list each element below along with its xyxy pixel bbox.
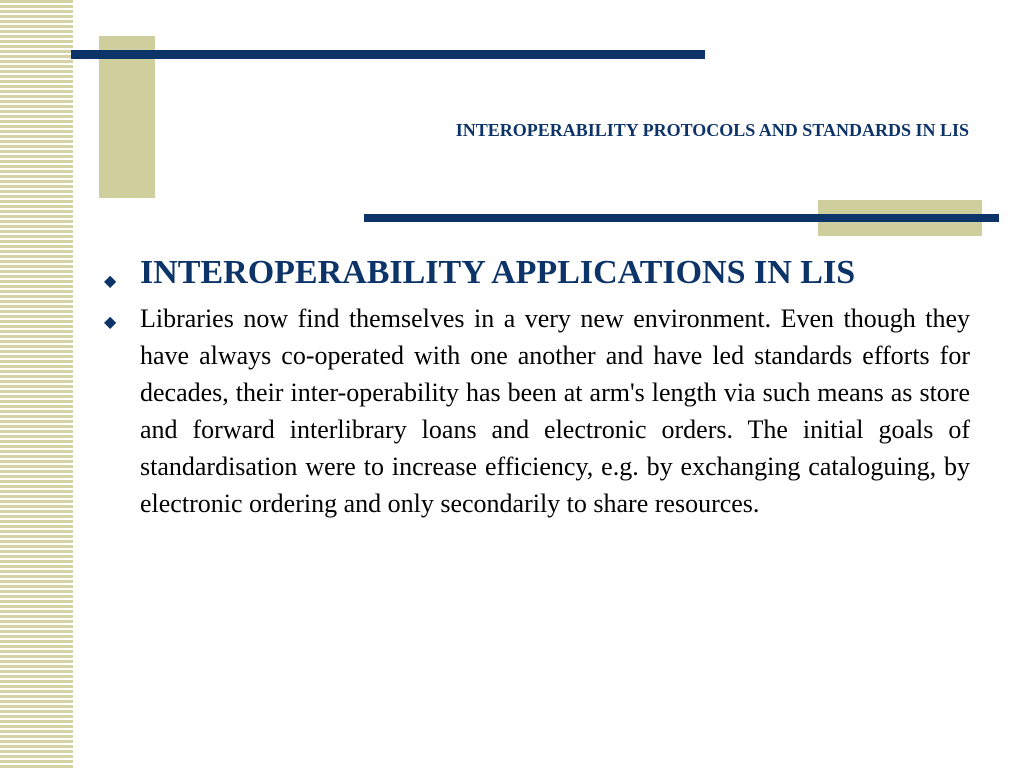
bullet-heading-item: [104, 252, 970, 294]
top-navy-rule: [71, 50, 705, 59]
middle-navy-rule: [364, 214, 999, 222]
striped-side-decoration: [0, 0, 73, 768]
tan-vertical-block: [99, 36, 155, 198]
slide-title: INTEROPERABILITY PROTOCOLS AND STANDARDS IN LIS: [455, 120, 969, 140]
bullet-heading-text: INTEROPERABILITY APPLICATIONS IN LIS: [140, 254, 856, 291]
diamond-bullet-icon: ◆: [104, 273, 117, 290]
bullet-body-item: [104, 300, 970, 522]
diamond-bullet-icon: ◆: [104, 314, 117, 331]
bullet-list: [104, 252, 970, 522]
bullet-body-text: Libraries now find themselves in a very new environment. Even though they have always co-operated with one another and have led standards efforts for decades, their inter-operability has been at arm's length via such means as store and forward interlibrary loans and electronic orders. The initial goals of standardisation were to increase efficiency, e.g. by exchanging cataloguing, by electronic ordering and only secondarily to share resources.: [140, 304, 970, 518]
